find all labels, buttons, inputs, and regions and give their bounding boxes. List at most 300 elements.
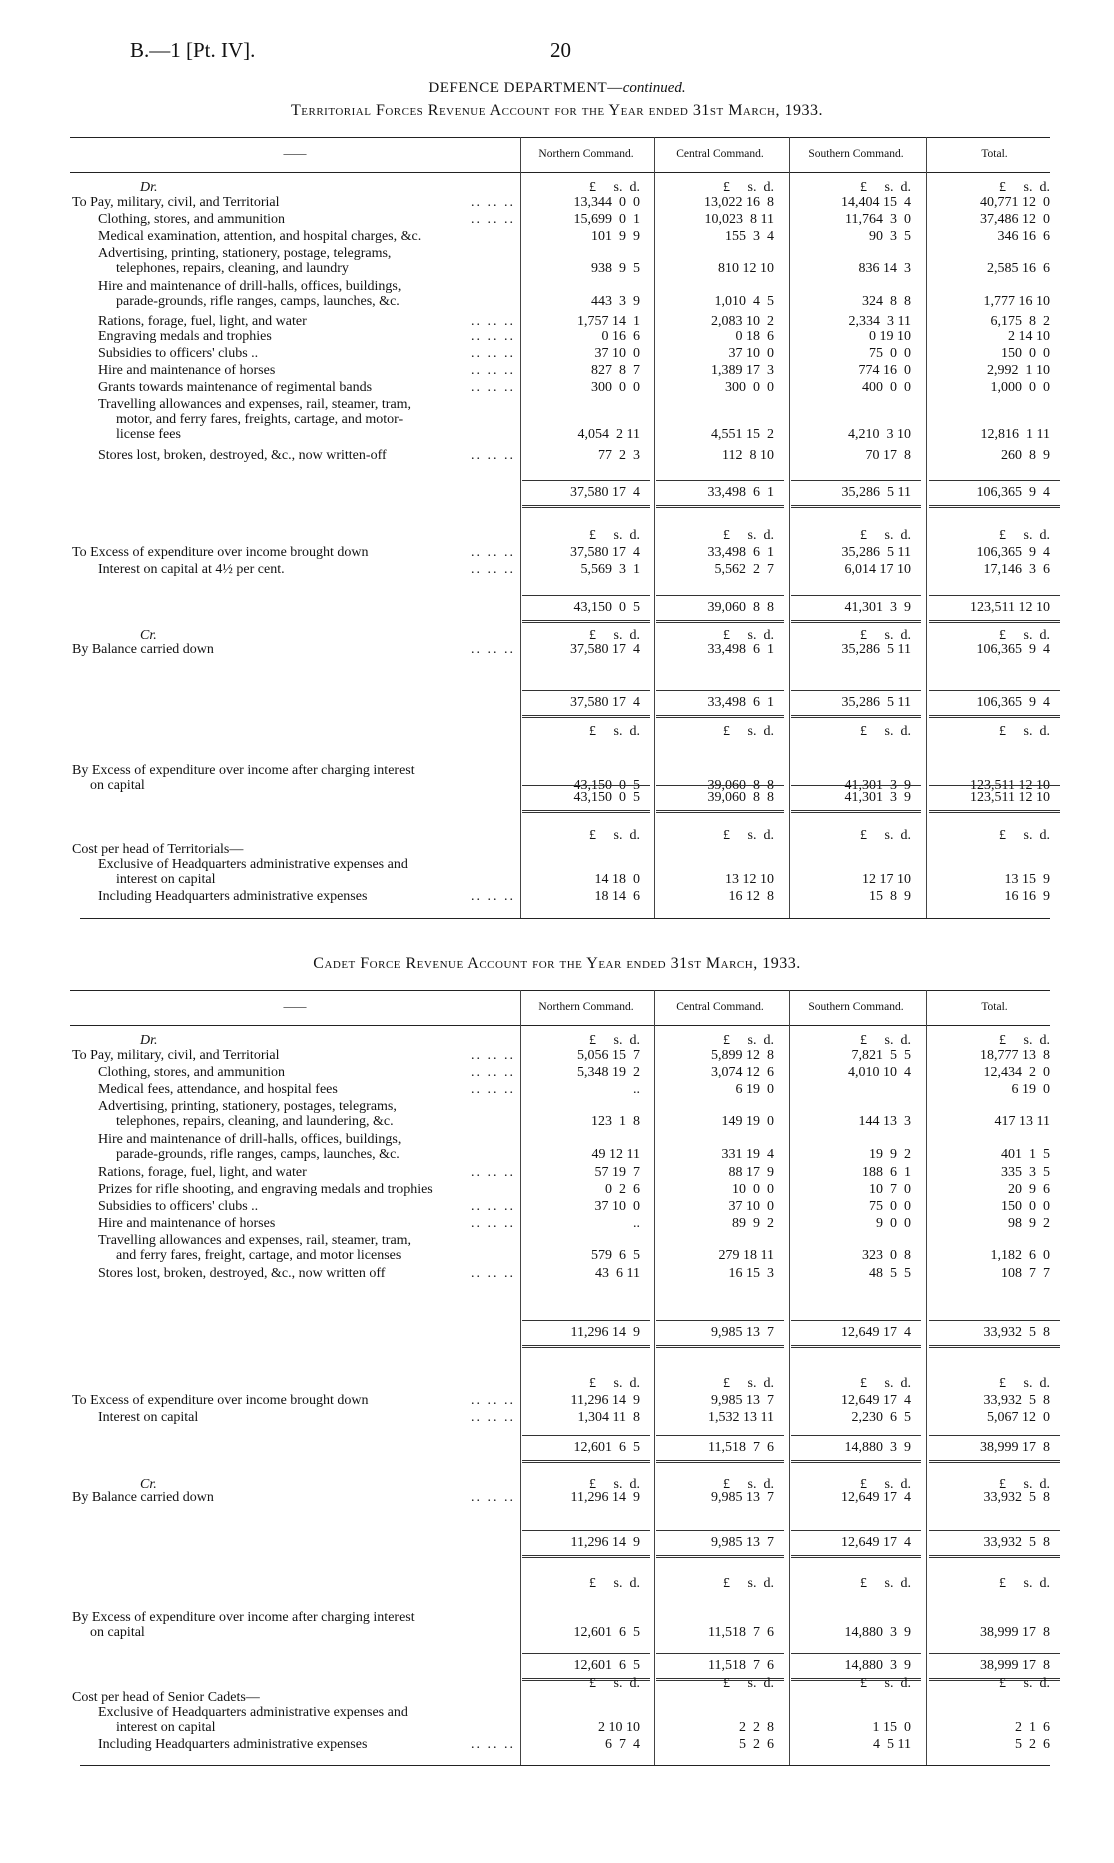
row-label: Medical examination, attention, and hospital charges, &c. <box>98 229 422 244</box>
amount-cell: 75 0 0 <box>869 1199 911 1214</box>
amount-cell: 77 2 3 <box>598 448 640 463</box>
amount-cell: 400 0 0 <box>862 380 911 395</box>
amount-cell: 150 0 0 <box>1001 1199 1050 1214</box>
currency-header: £ s. d. <box>860 628 911 643</box>
amount-cell: 14,404 15 4 <box>841 195 911 210</box>
total-cell: 33,932 5 8 <box>983 1325 1050 1340</box>
row-label: Prizes for rifle shooting, and engraving medals and trophies <box>98 1182 433 1197</box>
row-label: parade-grounds, rifle ranges, camps, launches, &c. <box>116 1147 400 1162</box>
amount-cell: 1,000 0 0 <box>990 380 1050 395</box>
currency-header: £ s. d. <box>999 180 1050 195</box>
column-divider <box>520 137 521 918</box>
total-rule <box>522 480 650 481</box>
total-rule <box>522 690 650 691</box>
amount-cell: 4,054 2 11 <box>577 427 640 442</box>
currency-header: £ s. d. <box>589 1376 640 1391</box>
amount-cell: 3,074 12 6 <box>711 1065 774 1080</box>
leader-dots: .. .. .. <box>471 642 515 657</box>
total-rule <box>522 785 650 786</box>
amount-cell: 41,301 3 9 <box>844 778 911 793</box>
amount-cell: 16 16 9 <box>1004 889 1050 904</box>
amount-cell: 98 9 2 <box>1008 1216 1050 1231</box>
amount-cell: 38,999 17 8 <box>980 1625 1050 1640</box>
amount-cell: 10 0 0 <box>732 1182 774 1197</box>
amount-cell: 5,348 19 2 <box>577 1065 640 1080</box>
total-rule <box>656 480 784 481</box>
amount-cell: 4,551 15 2 <box>711 427 774 442</box>
total-cell: 41,301 3 9 <box>844 600 911 615</box>
amount-cell: 33,932 5 8 <box>983 1393 1050 1408</box>
debit-credit-heading: Cr. <box>140 1477 157 1492</box>
amount-cell: 43 6 11 <box>595 1266 640 1281</box>
amount-cell: 37 10 0 <box>728 346 774 361</box>
amount-cell: 101 9 9 <box>591 229 640 244</box>
row-label: Exclusive of Headquarters administrative expenses and <box>98 857 408 872</box>
amount-cell: 12,434 2 0 <box>983 1065 1050 1080</box>
double-rule <box>656 1555 784 1558</box>
column-divider <box>654 137 655 918</box>
double-rule <box>522 1460 650 1463</box>
amount-cell: 37 10 0 <box>728 1199 774 1214</box>
debit-credit-heading: Dr. <box>140 1033 158 1048</box>
amount-cell: 33,932 5 8 <box>983 1490 1050 1505</box>
double-rule <box>522 1345 650 1348</box>
amount-cell: 13,344 0 0 <box>573 195 640 210</box>
amount-cell: 417 13 11 <box>994 1114 1050 1129</box>
currency-header: £ s. d. <box>999 628 1050 643</box>
double-rule <box>791 1460 921 1463</box>
amount-cell: 12,816 1 11 <box>980 427 1050 442</box>
amount-cell: 10 7 0 <box>869 1182 911 1197</box>
row-label: Engraving medals and trophies <box>98 329 272 344</box>
total-rule <box>929 1320 1060 1321</box>
amount-cell: 0 2 6 <box>605 1182 640 1197</box>
column-divider <box>789 990 790 1765</box>
amount-cell: 0 16 6 <box>601 329 640 344</box>
total-rule <box>522 1653 650 1654</box>
total-cell: 12,649 17 4 <box>841 1535 911 1550</box>
total-rule <box>656 1530 784 1531</box>
amount-cell: 5,056 15 7 <box>577 1048 640 1063</box>
amount-cell: 5 2 6 <box>739 1737 774 1752</box>
row-label: and ferry fares, freight, cartage, and motor licenses <box>116 1248 402 1263</box>
total-cell: 14,880 3 9 <box>844 1440 911 1455</box>
leader-dots: .. .. .. <box>471 1410 515 1425</box>
total-cell: 12,601 6 5 <box>573 1658 640 1673</box>
total-rule <box>522 1320 650 1321</box>
total-cell: 12,601 6 5 <box>573 1440 640 1455</box>
currency-header: £ s. d. <box>589 528 640 543</box>
amount-cell: 2 1 6 <box>1015 1720 1050 1735</box>
amount-cell: 836 14 3 <box>858 261 911 276</box>
department-name: DEFENCE DEPARTMENT— <box>428 80 623 96</box>
amount-cell: 12,649 17 4 <box>841 1490 911 1505</box>
amount-cell: 5,067 12 0 <box>987 1410 1050 1425</box>
row-label: Advertising, printing, stationery, postage, telegrams, <box>98 246 392 261</box>
row-label: telephones, repairs, cleaning, and laundry <box>116 261 349 276</box>
leader-dots: .. .. .. <box>471 314 515 329</box>
amount-cell: 18,777 13 8 <box>980 1048 1050 1063</box>
department-suffix: continued. <box>622 80 686 96</box>
amount-cell: 16 12 8 <box>728 889 774 904</box>
leader-dots: .. .. .. <box>471 1065 515 1080</box>
amount-cell: 6 19 0 <box>735 1082 774 1097</box>
total-cell: 38,999 17 8 <box>980 1658 1050 1673</box>
total-rule <box>929 690 1060 691</box>
total-cell: 9,985 13 7 <box>711 1535 774 1550</box>
table-end-rule <box>80 918 1050 919</box>
table-end-rule <box>80 1765 1050 1766</box>
leader-dots: .. .. .. <box>471 1490 515 1505</box>
total-rule <box>656 785 784 786</box>
amount-cell: 11,296 14 9 <box>570 1490 640 1505</box>
currency-header: £ s. d. <box>723 724 774 739</box>
double-rule <box>929 1555 1060 1558</box>
amount-cell: 279 18 11 <box>718 1248 774 1263</box>
double-rule <box>522 620 650 623</box>
department-heading <box>0 80 1114 97</box>
double-rule <box>929 715 1060 718</box>
total-rule <box>522 1435 650 1436</box>
amount-cell: 9,985 13 7 <box>711 1490 774 1505</box>
amount-cell: 188 6 1 <box>862 1165 911 1180</box>
amount-cell: 5,562 2 7 <box>714 562 774 577</box>
total-rule <box>791 1530 921 1531</box>
currency-header: £ s. d. <box>723 180 774 195</box>
total-cell: 43,150 0 5 <box>573 790 640 805</box>
currency-header: £ s. d. <box>860 828 911 843</box>
double-rule <box>656 1345 784 1348</box>
double-rule <box>656 715 784 718</box>
row-label: Stores lost, broken, destroyed, &c., now written-off <box>98 448 387 463</box>
leader-dots: .. .. .. <box>471 1737 515 1752</box>
amount-cell: 4,010 10 4 <box>848 1065 911 1080</box>
total-rule <box>656 1653 784 1654</box>
total-rule <box>656 1435 784 1436</box>
currency-header: £ s. d. <box>723 828 774 843</box>
currency-header: £ s. d. <box>999 828 1050 843</box>
total-cell: 123,511 12 10 <box>970 790 1050 805</box>
row-label: Cost per head of Senior Cadets— <box>72 1690 260 1705</box>
amount-cell: 70 17 8 <box>865 448 911 463</box>
leader-dots: .. .. .. <box>471 195 515 210</box>
total-cell: 35,286 5 11 <box>841 695 911 710</box>
currency-header: £ s. d. <box>723 1576 774 1591</box>
amount-cell: 37 10 0 <box>594 346 640 361</box>
total-cell: 33,932 5 8 <box>983 1535 1050 1550</box>
row-label: license fees <box>116 427 181 442</box>
row-label: interest on capital <box>116 1720 216 1735</box>
double-rule <box>791 810 921 813</box>
double-rule <box>929 505 1060 508</box>
currency-header: £ s. d. <box>860 724 911 739</box>
amount-cell: 1,304 11 8 <box>577 1410 640 1425</box>
amount-cell: 5,899 12 8 <box>711 1048 774 1063</box>
leader-dots: .. .. .. <box>471 1165 515 1180</box>
amount-cell: 6 7 4 <box>605 1737 640 1752</box>
column-header: Southern Command. <box>808 148 904 160</box>
row-label: By Balance carried down <box>72 642 214 657</box>
row-label: Hire and maintenance of horses <box>98 363 276 378</box>
currency-header: £ s. d. <box>723 528 774 543</box>
amount-cell: 1,777 16 10 <box>983 294 1050 309</box>
amount-cell: .. <box>633 1082 640 1097</box>
total-cell: 43,150 0 5 <box>573 600 640 615</box>
double-rule <box>791 1345 921 1348</box>
row-label: Clothing, stores, and ammunition <box>98 212 286 227</box>
amount-cell: 13,022 16 8 <box>704 195 774 210</box>
row-label: Advertising, printing, stationery, postages, telegrams, <box>98 1099 397 1114</box>
amount-cell: 37,580 17 4 <box>570 642 640 657</box>
amount-cell: 35,286 5 11 <box>841 545 911 560</box>
amount-cell: 49 12 11 <box>591 1147 640 1162</box>
total-rule <box>929 785 1060 786</box>
total-cell: 33,498 6 1 <box>707 485 774 500</box>
leader-dots: .. .. .. <box>471 212 515 227</box>
total-cell: 35,286 5 11 <box>841 485 911 500</box>
amount-cell: 12 17 10 <box>862 872 911 887</box>
leader-dots: .. .. .. <box>471 1048 515 1063</box>
cadet-table-title: Cadet Force Revenue Account for the Year ended 31st March, 1933. <box>313 955 801 972</box>
row-label: on capital <box>90 778 145 793</box>
row-label: Subsidies to officers' clubs .. <box>98 1199 259 1214</box>
amount-cell: 0 19 10 <box>869 329 911 344</box>
amount-cell: 43,150 0 5 <box>573 778 640 793</box>
amount-cell: 1 15 0 <box>872 1720 911 1735</box>
amount-cell: 2,230 6 5 <box>851 1410 911 1425</box>
currency-header: £ s. d. <box>860 180 911 195</box>
row-label: Travelling allowances and expenses, rail, steamer, tram, <box>98 397 412 412</box>
total-rule <box>791 595 921 596</box>
currency-header: £ s. d. <box>589 724 640 739</box>
amount-cell: 774 16 0 <box>858 363 911 378</box>
leader-dots: .. .. .. <box>471 346 515 361</box>
currency-header: £ s. d. <box>999 1033 1050 1048</box>
double-rule <box>522 810 650 813</box>
row-label: interest on capital <box>116 872 216 887</box>
column-header: Northern Command. <box>538 148 634 160</box>
amount-cell: 260 8 9 <box>1001 448 1050 463</box>
leader-dots: .. .. .. <box>471 380 515 395</box>
amount-cell: 89 9 2 <box>732 1216 774 1231</box>
currency-header: £ s. d. <box>999 1477 1050 1492</box>
row-label: Hire and maintenance of horses <box>98 1216 276 1231</box>
row-label: By Excess of expenditure over income after charging interest <box>72 763 415 778</box>
currency-header: £ s. d. <box>999 528 1050 543</box>
total-cell: 11,518 7 6 <box>708 1440 774 1455</box>
amount-cell: 20 9 6 <box>1008 1182 1050 1197</box>
amount-cell: 2 10 10 <box>598 1720 640 1735</box>
amount-cell: 13 15 9 <box>1004 872 1050 887</box>
row-label: on capital <box>90 1625 145 1640</box>
row-label: Interest on capital at 4½ per cent. <box>98 562 285 577</box>
total-cell: 106,365 9 4 <box>976 485 1050 500</box>
column-divider <box>520 990 521 1765</box>
amount-cell: 6,175 8 2 <box>990 314 1050 329</box>
table-top-rule <box>70 990 1050 991</box>
currency-header: £ s. d. <box>860 1033 911 1048</box>
double-rule <box>656 620 784 623</box>
currency-header: £ s. d. <box>723 1376 774 1391</box>
row-label: telephones, repairs, cleaning, and laundering, &c. <box>116 1114 394 1129</box>
amount-cell: 579 6 5 <box>591 1248 640 1263</box>
amount-cell: 0 18 6 <box>735 329 774 344</box>
amount-cell: 123,511 12 10 <box>970 778 1050 793</box>
currency-header: £ s. d. <box>589 180 640 195</box>
currency-header: £ s. d. <box>589 628 640 643</box>
leader-dots: .. .. .. <box>471 889 515 904</box>
leader-dots: .. .. .. <box>471 1216 515 1231</box>
double-rule <box>791 505 921 508</box>
amount-cell: 106,365 9 4 <box>976 642 1050 657</box>
double-rule <box>656 505 784 508</box>
amount-cell: 37 10 0 <box>594 1199 640 1214</box>
leader-dots: .. .. .. <box>471 562 515 577</box>
amount-cell: 48 5 5 <box>869 1266 911 1281</box>
total-rule <box>522 595 650 596</box>
double-rule <box>522 1555 650 1558</box>
total-rule <box>656 1320 784 1321</box>
stub-header: —— <box>283 1001 307 1013</box>
row-label: To Excess of expenditure over income brought down <box>72 545 369 560</box>
total-rule <box>656 690 784 691</box>
double-rule <box>929 620 1060 623</box>
total-cell: 106,365 9 4 <box>976 695 1050 710</box>
amount-cell: 12,601 6 5 <box>573 1625 640 1640</box>
total-cell: 37,580 17 4 <box>570 695 640 710</box>
total-rule <box>791 1435 921 1436</box>
territorial-table-title: Territorial Forces Revenue Account for the Year ended 31st March, 1933. <box>290 102 823 119</box>
currency-header: £ s. d. <box>589 1676 640 1691</box>
amount-cell: 11,764 3 0 <box>845 212 911 227</box>
leader-dots: .. .. .. <box>471 448 515 463</box>
currency-header: £ s. d. <box>860 528 911 543</box>
row-label: Clothing, stores, and ammunition <box>98 1065 286 1080</box>
double-rule <box>929 810 1060 813</box>
amount-cell: 39,060 8 8 <box>707 778 774 793</box>
total-rule <box>791 690 921 691</box>
currency-header: £ s. d. <box>589 1576 640 1591</box>
row-label: To Excess of expenditure over income brought down <box>72 1393 369 1408</box>
leader-dots: .. .. .. <box>471 545 515 560</box>
total-rule <box>791 480 921 481</box>
total-cell: 39,060 8 8 <box>707 790 774 805</box>
currency-header: £ s. d. <box>723 628 774 643</box>
amount-cell: 2 2 8 <box>739 1720 774 1735</box>
column-header: Northern Command. <box>538 1001 634 1013</box>
amount-cell: 300 0 0 <box>591 380 640 395</box>
total-rule <box>656 595 784 596</box>
double-rule <box>656 810 784 813</box>
amount-cell: 75 0 0 <box>869 346 911 361</box>
row-label: parade-grounds, rifle ranges, camps, launches, &c. <box>116 294 400 309</box>
row-label: Hire and maintenance of drill-halls, offices, buildings, <box>98 279 402 294</box>
page-number: 20 <box>550 38 571 62</box>
amount-cell: 1,010 4 5 <box>714 294 774 309</box>
double-rule <box>522 505 650 508</box>
leader-dots: .. .. .. <box>471 329 515 344</box>
row-label: motor, and ferry fares, freights, cartage, and motor- <box>116 412 404 427</box>
total-rule <box>522 1530 650 1531</box>
amount-cell: 5,569 3 1 <box>580 562 640 577</box>
double-rule <box>929 1460 1060 1463</box>
currency-header: £ s. d. <box>589 1477 640 1492</box>
double-rule <box>929 1345 1060 1348</box>
total-cell: 14,880 3 9 <box>844 1658 911 1673</box>
row-label: Grants towards maintenance of regimental bands <box>98 380 373 395</box>
double-rule <box>791 1555 921 1558</box>
amount-cell: 5 2 6 <box>1015 1737 1050 1752</box>
amount-cell: 123 1 8 <box>591 1114 640 1129</box>
amount-cell: 4 5 11 <box>873 1737 911 1752</box>
amount-cell: 112 8 10 <box>722 448 774 463</box>
amount-cell: 12,649 17 4 <box>841 1393 911 1408</box>
total-cell: 11,296 14 9 <box>570 1535 640 1550</box>
column-divider <box>654 990 655 1765</box>
total-cell: 9,985 13 7 <box>711 1325 774 1340</box>
column-header: Central Command. <box>676 1001 764 1013</box>
double-rule <box>656 1460 784 1463</box>
amount-cell: 106,365 9 4 <box>976 545 1050 560</box>
currency-header: £ s. d. <box>860 1477 911 1492</box>
row-label: Hire and maintenance of drill-halls, offices, buildings, <box>98 1132 402 1147</box>
amount-cell: .. <box>633 1216 640 1231</box>
amount-cell: 9,985 13 7 <box>711 1393 774 1408</box>
amount-cell: 40,771 12 0 <box>980 195 1050 210</box>
amount-cell: 144 13 3 <box>858 1114 911 1129</box>
column-header: Southern Command. <box>808 1001 904 1013</box>
row-label: Subsidies to officers' clubs .. <box>98 346 259 361</box>
total-rule <box>929 480 1060 481</box>
row-label: Interest on capital <box>98 1410 199 1425</box>
row-label: Including Headquarters administrative expenses <box>98 889 368 904</box>
row-label: Stores lost, broken, destroyed, &c., now written off <box>98 1266 386 1281</box>
double-rule <box>791 715 921 718</box>
table-top-rule <box>70 137 1050 138</box>
leader-dots: .. .. .. <box>471 1393 515 1408</box>
amount-cell: 9 0 0 <box>876 1216 911 1231</box>
amount-cell: 300 0 0 <box>725 380 774 395</box>
row-label: Exclusive of Headquarters administrative expenses and <box>98 1705 408 1720</box>
amount-cell: 6,014 17 10 <box>844 562 911 577</box>
amount-cell: 2 14 10 <box>1008 329 1050 344</box>
total-rule <box>929 1653 1060 1654</box>
currency-header: £ s. d. <box>860 1376 911 1391</box>
column-header: Central Command. <box>676 148 764 160</box>
currency-header: £ s. d. <box>999 1576 1050 1591</box>
row-label: Including Headquarters administrative expenses <box>98 1737 368 1752</box>
amount-cell: 14 18 0 <box>594 872 640 887</box>
leader-dots: .. .. .. <box>471 1266 515 1281</box>
currency-header: £ s. d. <box>860 1676 911 1691</box>
row-label: To Pay, military, civil, and Territorial <box>72 195 280 210</box>
column-divider <box>926 990 927 1765</box>
total-cell: 39,060 8 8 <box>707 600 774 615</box>
header-rule <box>70 1025 1050 1026</box>
total-cell: 33,498 6 1 <box>707 695 774 710</box>
total-cell: 41,301 3 9 <box>844 790 911 805</box>
amount-cell: 15 8 9 <box>869 889 911 904</box>
total-cell: 11,296 14 9 <box>570 1325 640 1340</box>
amount-cell: 346 16 6 <box>997 229 1050 244</box>
amount-cell: 11,296 14 9 <box>570 1393 640 1408</box>
amount-cell: 150 0 0 <box>1001 346 1050 361</box>
amount-cell: 331 19 4 <box>721 1147 774 1162</box>
leader-dots: .. .. .. <box>471 363 515 378</box>
total-rule <box>929 1435 1060 1436</box>
amount-cell: 7,821 5 5 <box>851 1048 911 1063</box>
row-label: To Pay, military, civil, and Territorial <box>72 1048 280 1063</box>
